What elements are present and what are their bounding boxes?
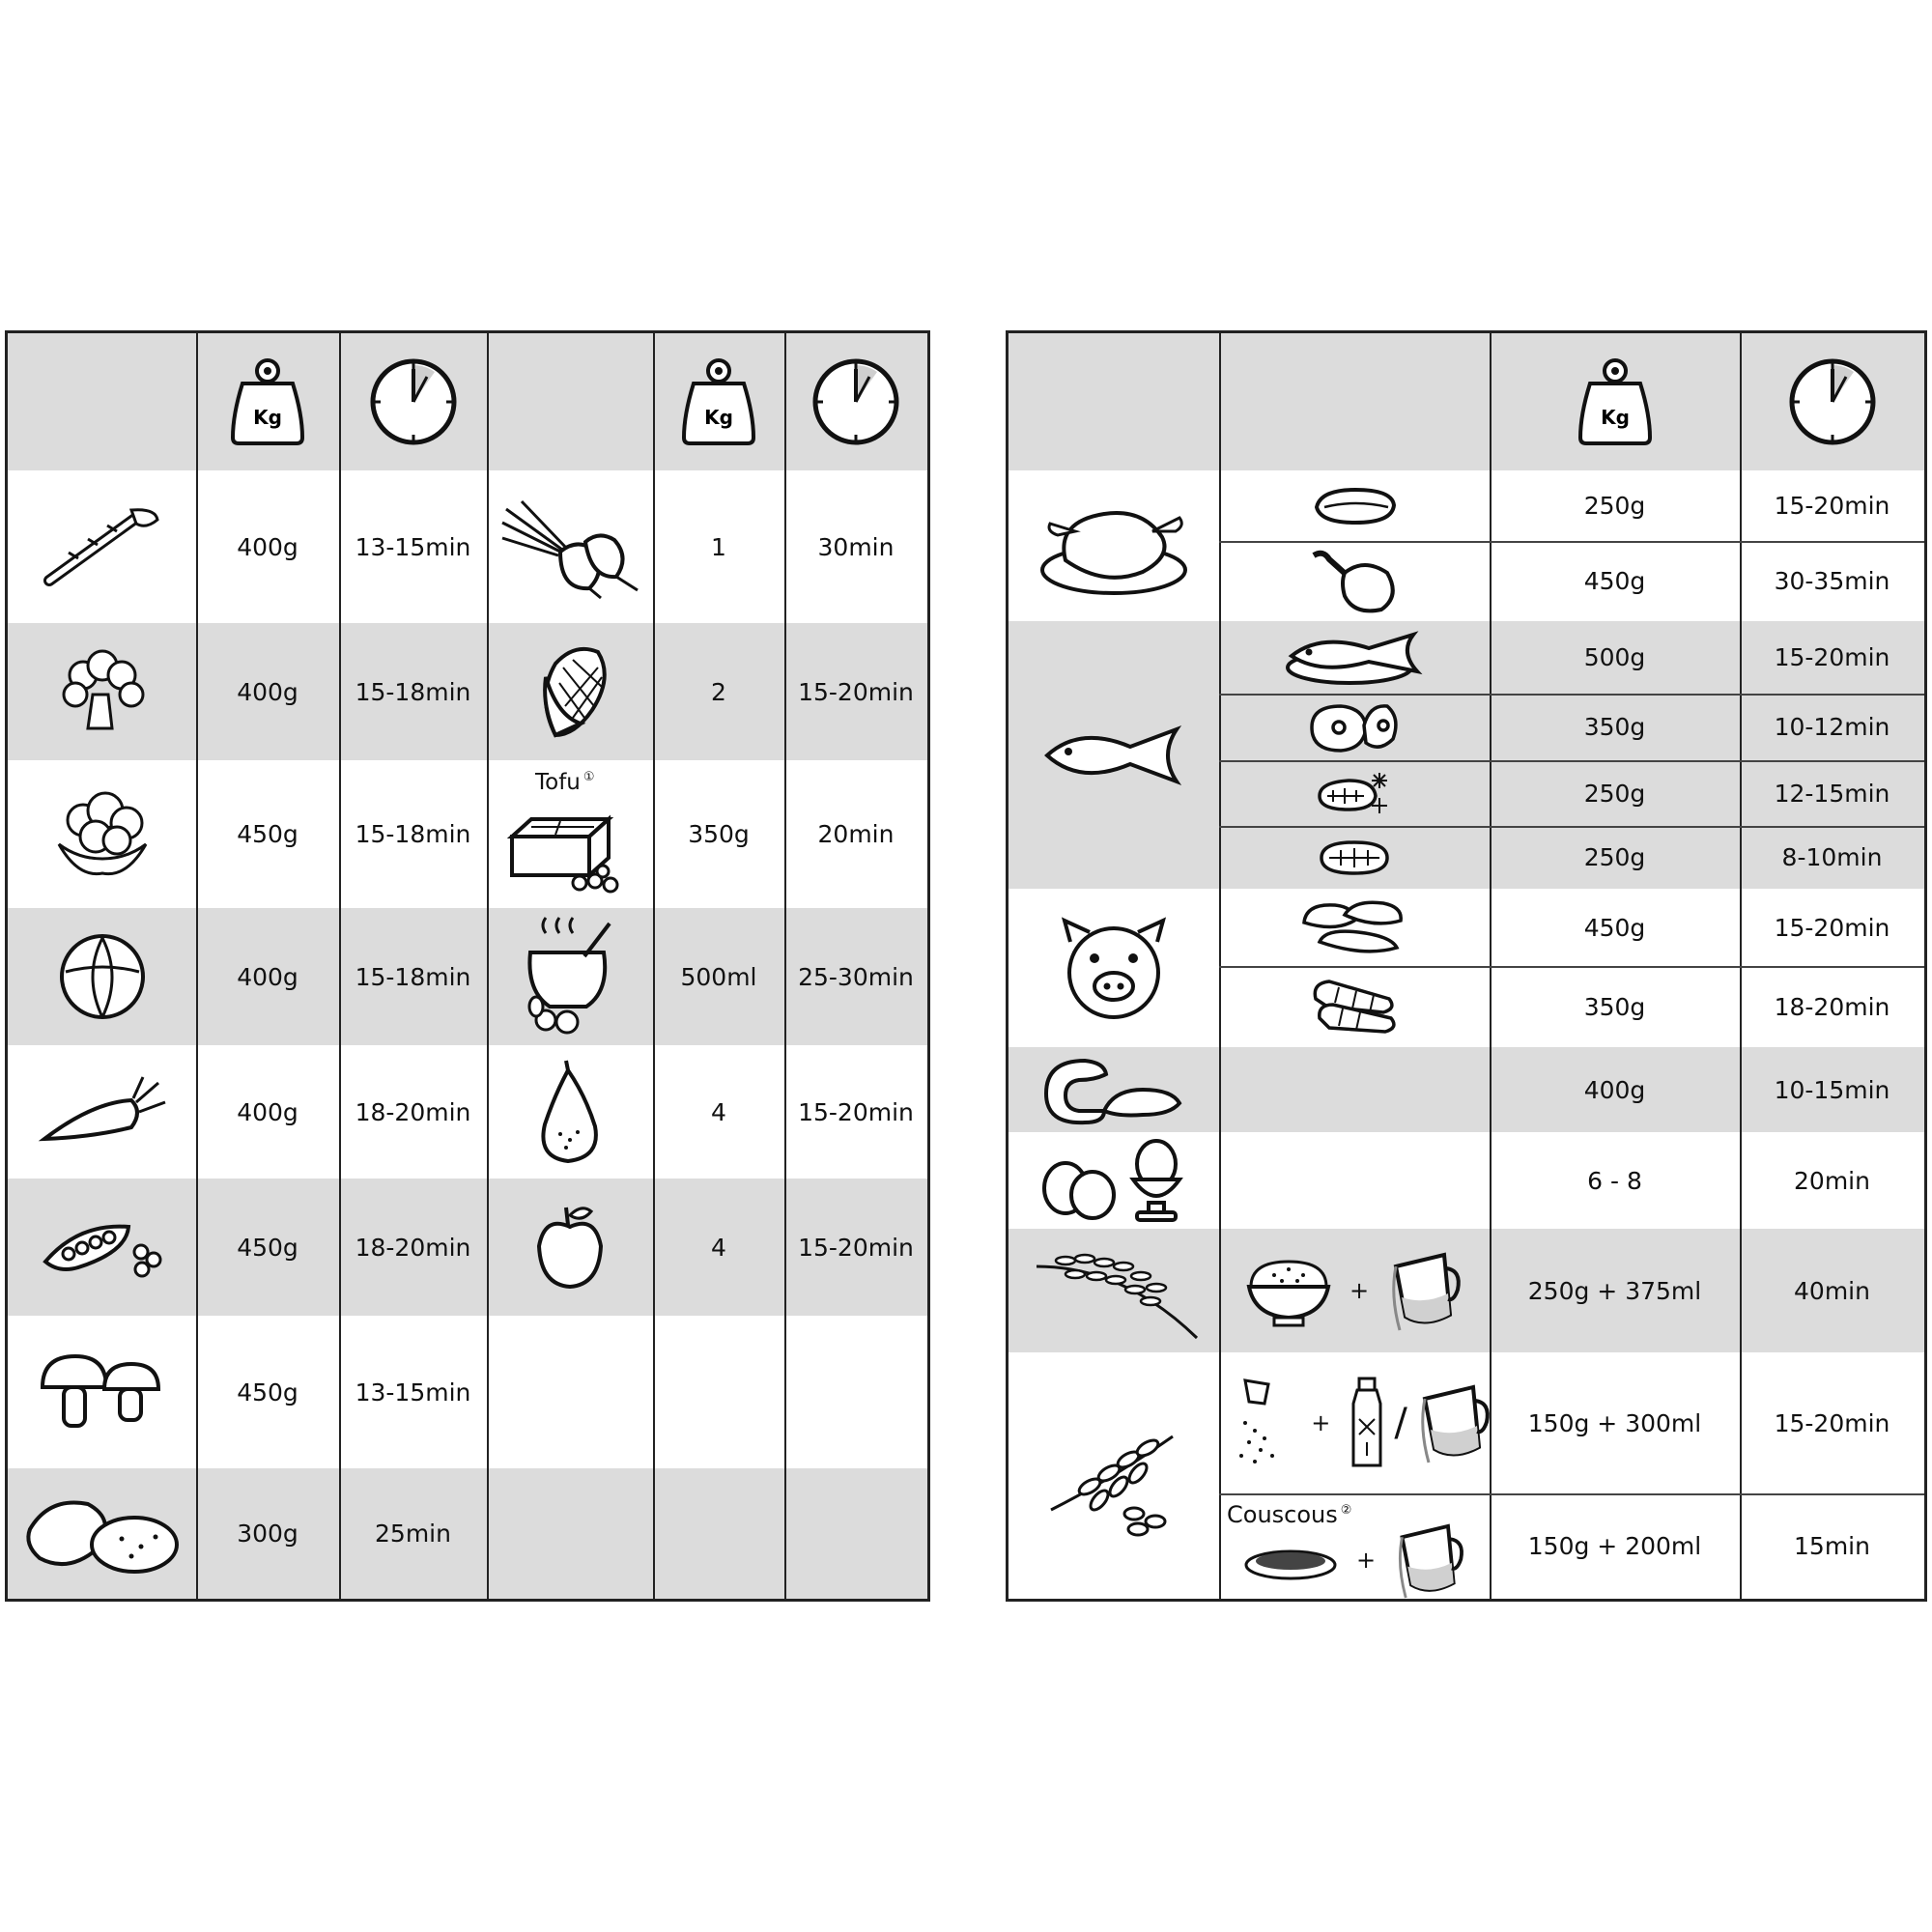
pig-icon [1051,915,1177,1021]
mushrooms-icon [35,1349,170,1435]
svg-text:Kg: Kg [704,405,733,429]
tofu-cell [487,760,653,908]
clock-icon [367,355,460,448]
item-cell [1219,470,1490,541]
time-cell: 15-20min [1774,643,1890,671]
time-cell: 15-20min [1774,913,1890,942]
time-header [784,333,927,470]
food-icon-cell [8,1468,196,1599]
weight-cell: 400g [237,677,298,706]
couscous-icon [1242,1536,1339,1584]
food-icon-cell [487,908,653,1045]
weight-cell: 300g [237,1520,298,1548]
stock-bottle-icon [1348,1375,1386,1471]
asparagus-icon [40,498,165,595]
time-header [339,333,487,470]
item-cell [1219,1132,1490,1229]
time-cell: 15-18min [355,962,471,991]
weight-cell: 250g [1583,843,1646,871]
item-cell [1219,760,1490,826]
time-cell: 30min [817,532,895,561]
time-cell: 40min [1794,1276,1870,1305]
time-cell: 15-18min [355,677,471,706]
measuring-jug-icon [1393,1519,1466,1602]
clock-icon [1786,355,1879,448]
time-cell: 13-15min [355,532,471,561]
plus-sign: + [1349,1277,1370,1304]
couscous-label: Couscous ② [1227,1501,1352,1528]
weight-cell: 400g [237,1097,298,1126]
weight-cell: 450g [1583,567,1646,595]
weight-header [196,333,339,470]
poultry-icon [1037,493,1191,599]
chicken-leg-icon [1306,548,1403,615]
item-cell [1219,889,1490,966]
weight-cell: 450g [237,1378,298,1406]
time-cell: 18-20min [1774,992,1890,1021]
time-cell: 20min [1794,1166,1870,1195]
category-cell [1009,1229,1219,1352]
food-icon-cell [8,908,196,1045]
category-cell [1009,470,1219,621]
weight-cell: 500g [1583,643,1646,671]
time-cell: 18-20min [355,1097,471,1126]
potatoes-icon [20,1491,185,1577]
pear-icon [531,1057,609,1168]
food-icon-cell [8,1179,196,1316]
time-cell: 15-20min [798,1233,914,1262]
cabbage-icon [54,928,151,1025]
apple-icon [531,1202,609,1293]
weight-cell: 250g + 375ml [1527,1276,1702,1305]
frozen-fillet-icon [1316,769,1393,817]
time-cell: 15-20min [798,677,914,706]
food-icon-cell [487,1045,653,1179]
pork-ribs-icon [1306,970,1403,1043]
beetroot-icon [493,494,647,600]
plus-sign: + [1311,1409,1331,1436]
category-cell [1009,621,1219,889]
item-cell [1219,1047,1490,1132]
plus-sign: + [1355,1546,1377,1574]
weight-cell: 400g [1583,1075,1646,1104]
weight-cell: 450g [237,820,298,848]
category-cell [1009,1047,1219,1132]
category-cell [1009,889,1219,1047]
weight-cell: 450g [1583,913,1646,942]
time-cell: 15-20min [1774,492,1890,520]
svg-text:Kg: Kg [253,405,282,429]
time-cell: 25min [375,1520,451,1548]
fish-steak-icon [1306,698,1403,756]
weight-cell: 6 - 8 [1587,1166,1642,1195]
broccoli-icon [54,646,151,738]
weight-cell: 350g [1583,713,1646,741]
item-cell [1219,621,1490,694]
clock-icon [810,355,902,448]
category-cell [1009,1132,1219,1229]
food-icon-cell [8,1045,196,1179]
time-cell: 10-15min [1774,1075,1890,1104]
weight-cell: 500ml [680,962,757,991]
kg-weight-icon [229,356,306,448]
grain-sprinkle-icon [1216,1375,1293,1471]
item-cell [1219,694,1490,760]
time-cell: 10-12min [1774,713,1890,741]
item-cell [1219,1352,1490,1493]
time-cell: 15-20min [1774,1408,1890,1437]
kg-weight-icon [680,356,757,448]
wheat-icon [1041,1413,1186,1539]
food-icon-cell [487,623,653,760]
weight-cell: 350g [1583,992,1646,1021]
time-header [1740,333,1924,470]
weight-cell: 4 [711,1097,726,1126]
item-cell [1219,1493,1490,1599]
weight-cell: 1 [711,532,726,561]
whole-fish-plate-icon [1282,629,1427,687]
time-cell: 13-15min [355,1378,471,1406]
rice-bowl-icon [1245,1252,1332,1329]
weight-cell: 250g [1583,779,1646,808]
food-icon-cell [8,470,196,623]
item-cell [1219,826,1490,889]
time-cell: 12-15min [1774,779,1890,808]
measuring-jug-icon [1415,1379,1492,1466]
time-cell: 8-10min [1781,843,1883,871]
time-cell: 18-20min [355,1233,471,1262]
weight-cell: 350g [688,820,750,848]
time-cell: 25-30min [798,962,914,991]
slash-sign: / [1394,1401,1407,1445]
category-cell [1009,1352,1219,1599]
item-cell [1219,1229,1490,1352]
eggs-icon [1037,1135,1191,1227]
time-cell: 15-18min [355,820,471,848]
cauliflower-icon [49,786,156,883]
measuring-jug-icon [1386,1247,1463,1334]
time-cell: 20min [817,820,895,848]
tofu-label: Tofu ① [535,770,595,795]
weight-cell: 400g [237,962,298,991]
chicken-breast-icon [1311,482,1398,530]
weight-cell: 2 [711,677,726,706]
svg-text:Kg: Kg [1600,405,1630,429]
soup-pot-icon [517,914,623,1039]
sausages-icon [1037,1051,1191,1128]
weight-cell: 400g [237,532,298,561]
tofu-icon [502,808,638,895]
time-cell: 15min [1794,1532,1870,1560]
food-icon-cell [8,623,196,760]
kg-weight-icon [1577,356,1654,448]
weight-cell: 150g + 300ml [1527,1408,1702,1437]
time-cell: 15-20min [798,1097,914,1126]
weight-header [653,333,784,470]
vegetable-table [5,330,930,1602]
fish-fillet-icon [1316,837,1393,879]
food-icon-cell [8,1316,196,1468]
weight-cell: 450g [237,1233,298,1262]
protein-grain-table [1006,330,1927,1602]
food-icon-cell [487,470,653,623]
time-cell: 30-35min [1774,567,1890,595]
weight-cell: 4 [711,1233,726,1262]
rice-plant-icon [1027,1237,1201,1344]
item-cell [1219,541,1490,621]
carrot-icon [35,1073,170,1151]
weight-header [1490,333,1740,470]
pork-chops-icon [1296,894,1412,961]
food-icon-cell [8,760,196,908]
weight-cell: 150g + 200ml [1527,1532,1702,1560]
fish-icon [1041,722,1186,789]
corn-icon [517,639,623,745]
food-icon-cell [487,1179,653,1316]
item-cell [1219,966,1490,1047]
peas-icon [40,1213,165,1281]
weight-cell: 250g [1583,492,1646,520]
